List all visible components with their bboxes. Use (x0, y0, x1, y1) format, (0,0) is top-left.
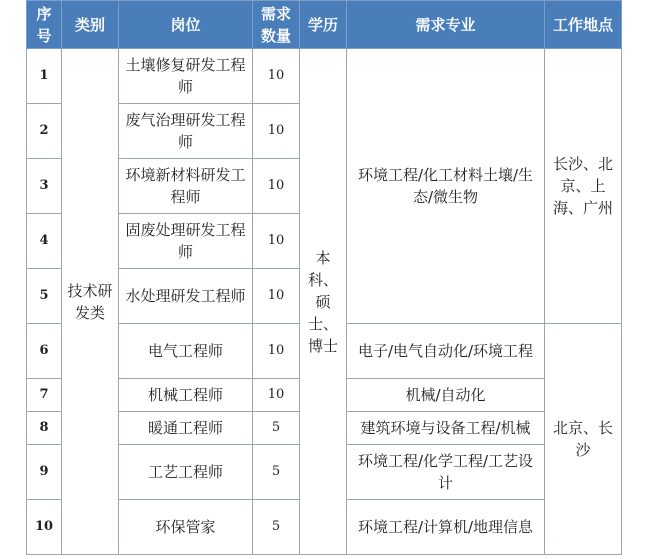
count-cell: 10 (253, 379, 300, 412)
position-cell: 土壤修复研发工程师 (119, 49, 253, 104)
position-cell: 水处理研发工程师 (119, 269, 253, 324)
education-cell: 本科、硕士、博士 (300, 49, 347, 555)
row-number: 1 (27, 49, 62, 104)
row-number: 7 (27, 379, 62, 412)
row-number: 5 (27, 269, 62, 324)
header-major: 需求专业 (347, 1, 545, 49)
major-cell: 环境工程/计算机/地理信息 (347, 500, 545, 555)
header-education: 学历 (300, 1, 347, 49)
count-cell: 10 (253, 49, 300, 104)
major-cell: 电子/电气自动化/环境工程 (347, 324, 545, 379)
position-cell: 工艺工程师 (119, 445, 253, 500)
position-cell: 废气治理研发工程师 (119, 104, 253, 159)
position-cell: 环境新材料研发工程师 (119, 159, 253, 214)
header-position: 岗位 (119, 1, 253, 49)
header-row (27, 1, 622, 49)
header-location: 工作地点 (545, 1, 622, 49)
count-cell: 5 (253, 445, 300, 500)
table-row (27, 49, 622, 104)
location-cell: 北京、长沙 (545, 324, 622, 555)
row-number: 2 (27, 104, 62, 159)
category-cell: 技术研发类 (62, 49, 119, 555)
position-cell: 电气工程师 (119, 324, 253, 379)
position-cell: 暖通工程师 (119, 412, 253, 445)
row-number: 3 (27, 159, 62, 214)
header-category: 类别 (62, 1, 119, 49)
row-number: 6 (27, 324, 62, 379)
count-cell: 5 (253, 412, 300, 445)
major-cell: 建筑环境与设备工程/机械 (347, 412, 545, 445)
count-cell: 10 (253, 104, 300, 159)
position-cell: 机械工程师 (119, 379, 253, 412)
row-number: 4 (27, 214, 62, 269)
major-cell: 环境工程/化工材料土壤/生态/微生物 (347, 49, 545, 324)
count-cell: 10 (253, 159, 300, 214)
recruitment-table (26, 0, 622, 555)
count-cell: 10 (253, 324, 300, 379)
count-cell: 5 (253, 500, 300, 555)
count-cell: 10 (253, 269, 300, 324)
location-cell: 长沙、北京、上海、广州 (545, 49, 622, 324)
row-number: 10 (27, 500, 62, 555)
position-cell: 固废处理研发工程师 (119, 214, 253, 269)
header-no: 序号 (27, 1, 62, 49)
header-count: 需求数量 (253, 1, 300, 49)
recruitment-table-container (26, 0, 622, 555)
major-cell: 机械/自动化 (347, 379, 545, 412)
row-number: 9 (27, 445, 62, 500)
row-number: 8 (27, 412, 62, 445)
count-cell: 10 (253, 214, 300, 269)
major-cell: 环境工程/化学工程/工艺设计 (347, 445, 545, 500)
position-cell: 环保管家 (119, 500, 253, 555)
